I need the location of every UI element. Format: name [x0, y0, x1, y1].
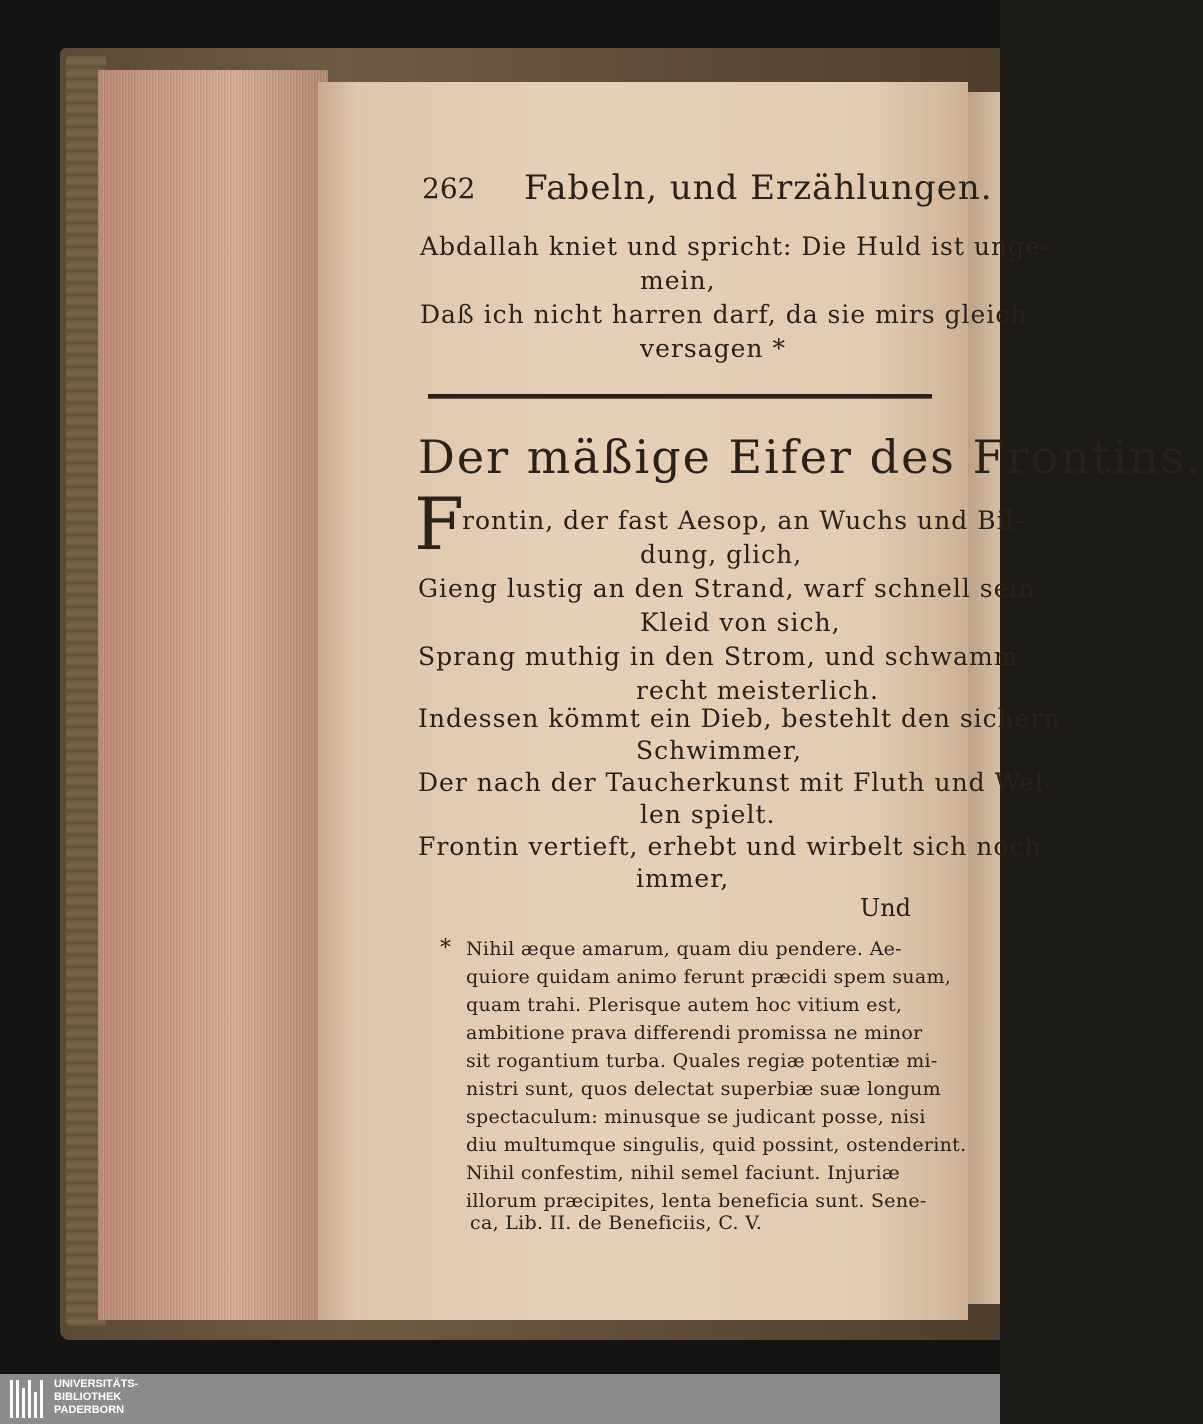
catchword: Und: [860, 894, 912, 922]
verse-line: Abdallah kniet und spricht: Die Huld ist unge-: [420, 232, 1051, 261]
page-number: 262: [422, 172, 476, 205]
body-line: dung, glich,: [640, 540, 803, 569]
footnote-line: spectaculum: minusque se judicant posse, nisi: [466, 1106, 926, 1128]
footnote-line: sit rogantium turba. Quales regiæ potentiæ mi-: [466, 1050, 938, 1072]
body-line: Indessen kömmt ein Dieb, bestehlt den sichern: [418, 704, 1061, 733]
footnote-line: Nihil confestim, nihil semel faciunt. Injuriæ: [466, 1162, 901, 1184]
body-line: Gieng lustig an den Strand, warf schnell sein: [418, 574, 1036, 603]
footnote-line: quiore quidam animo ferunt præcidi spem suam,: [466, 966, 952, 988]
library-logo-text: UNIVERSITÄTS- BIBLIOTHEK PADERBORN: [54, 1378, 139, 1416]
footnote-line: Nihil æque amarum, quam diu pendere. Ae-: [466, 938, 902, 960]
footnote-mark: *: [440, 936, 452, 961]
verse-line: versagen *: [640, 334, 786, 363]
library-logo-icon: [10, 1380, 46, 1418]
body-line: Sprang muthig in den Strom, und schwamm: [418, 642, 1019, 671]
library-footer-bar: [0, 1374, 1000, 1424]
footnote-line: nistri sunt, quos delectat superbiæ suæ longum: [466, 1078, 941, 1100]
verse-line: Daß ich nicht harren darf, da sie mirs gleich: [420, 300, 1028, 329]
footnote-line: diu multumque singulis, quid possint, ostenderint.: [466, 1134, 967, 1156]
footnote-line: ambitione prava differendi promissa ne minor: [466, 1022, 923, 1044]
footnote-line: quam trahi. Plerisque autem hoc vitium est,: [466, 994, 903, 1016]
page-block-edges: [98, 70, 328, 1320]
body-line: rontin, der fast Aesop, an Wuchs und Bil-: [462, 506, 1025, 535]
body-line: immer,: [636, 864, 730, 893]
verse-line: mein,: [640, 266, 716, 295]
body-line: recht meisterlich.: [636, 676, 879, 705]
body-line: Kleid von sich,: [640, 608, 841, 637]
footnote-line: ca, Lib. II. de Beneficiis, C. V.: [470, 1212, 763, 1234]
body-line: Schwimmer,: [636, 736, 802, 765]
section-heading: Der mäßige Eifer des Frontins.: [418, 430, 1203, 484]
section-rule: [428, 394, 932, 399]
drop-cap: F: [414, 482, 464, 566]
body-line: Frontin vertieft, erhebt und wirbelt sich noch: [418, 832, 1042, 861]
running-title: Fabeln, und Erzählungen.: [524, 168, 993, 208]
body-line: len spielt.: [640, 800, 776, 829]
footnote-line: illorum præcipites, lenta beneficia sunt. Sene-: [466, 1190, 927, 1212]
body-line: Der nach der Taucherkunst mit Fluth und Wel-: [418, 768, 1054, 797]
